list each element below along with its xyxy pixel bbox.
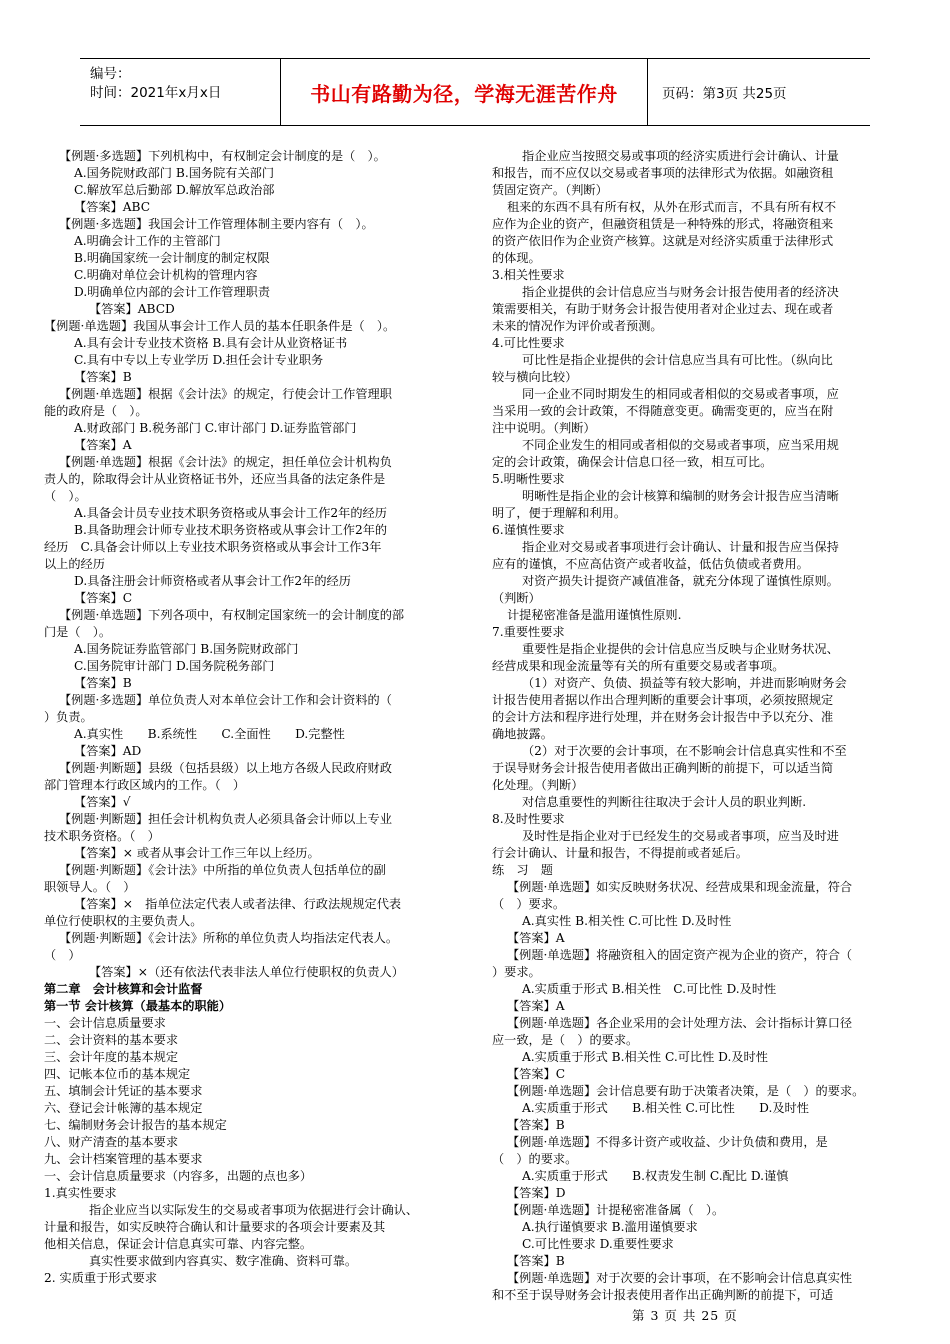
answer-line: 【答案】×（还有依法代表非法人单位行使职权的负责人） <box>89 965 404 979</box>
text-line: A.财政部门 B.税务部门 C.审计部门 D.证券监管部门 <box>74 421 357 435</box>
text-line: 三、会计年度的基本规定 <box>44 1050 179 1064</box>
text-line: 3.相关性要求 <box>492 268 565 282</box>
text-line: C.可比性要求 D.重要性要求 <box>522 1237 674 1251</box>
text-line: 六、登记会计帐簿的基本规定 <box>44 1101 203 1115</box>
question-line: 【例题·多选题】单位负责人对本单位会计工作和会计资料的（ <box>59 693 392 707</box>
text-line: 确地披露。 <box>492 727 553 741</box>
question-line: 【例题·单选题】会计信息要有助于决策者决策，是（ ）的要求。 <box>507 1084 865 1098</box>
question-line: 【例题·单选题】如实反映财务状况、经营成果和现金流量，符合 <box>507 880 853 894</box>
answer-line: 【答案】A <box>507 931 565 945</box>
text-line: 未来的情况作为评价或者预测。 <box>492 319 663 333</box>
text-line: C.具有中专以上专业学历 D.担任会计专业职务 <box>74 353 324 367</box>
text-line: C.明确对单位会计机构的管理内容 <box>74 268 258 282</box>
text-line: B.明确国家统一会计制度的制定权限 <box>74 251 270 265</box>
text-line: A.实质重于形式 B.相关性 C.可比性 D.及时性 <box>522 1050 768 1064</box>
answer-line: 【答案】× 指单位法定代表人或者法律、行政法规规定代表 <box>74 897 402 911</box>
text-line: 真实性要求做到内容真实、数字准确、资料可靠。 <box>89 1254 358 1268</box>
text-line: A.实质重于形式 B.权责发生制 C.配比 D.谨慎 <box>522 1169 789 1183</box>
text-line: 可比性是指企业提供的会计信息应当具有可比性。（纵向比 <box>522 353 833 367</box>
text-line: 4.可比性要求 <box>492 336 565 350</box>
text-line: 注中说明。（判断） <box>492 421 596 435</box>
text-line: 重要性是指企业提供的会计信息应当反映与企业财务状况、 <box>522 642 839 656</box>
text-line: 七、编制财务会计报告的基本规定 <box>44 1118 227 1132</box>
text-line: 的体现。 <box>492 251 541 265</box>
text-line: 指企业应当按照交易或事项的经济实质进行会计确认、计量 <box>522 149 839 163</box>
text-line: 经营成果和现金流量等有关的所有重要交易或者事项。 <box>492 659 785 673</box>
time-label: 时间：2021年x月x日 <box>90 85 222 101</box>
text-line: C.国务院审计部门 D.国务院税务部门 <box>74 659 275 673</box>
text-line: 应有的谨慎，不应高估资产或者收益，低估负债或者费用。 <box>492 557 809 571</box>
text-line: 应一致，是（ ）的要求。 <box>492 1033 639 1047</box>
text-line: 及时性是指企业对于已经发生的交易或者事项，应当及时进 <box>522 829 839 843</box>
text-line: （ ） <box>44 948 81 962</box>
text-line: 八、财产清查的基本要求 <box>44 1135 179 1149</box>
text-line: 7.重要性要求 <box>492 625 565 639</box>
header-meta <box>80 59 280 125</box>
text-line: 于误导财务会计报告使用者做出正确判断的前提下，可以适当简 <box>492 761 834 775</box>
text-line: 的资产依旧作为企业资产核算。这就是对经济实质重于法律形式 <box>492 234 834 248</box>
text-line: ）要求。 <box>492 965 541 979</box>
text-line: 练 习 题 <box>492 863 553 877</box>
answer-line: 【答案】AD <box>74 744 142 758</box>
text-line: A.执行谨慎要求 B.滥用谨慎要求 <box>522 1220 698 1234</box>
text-line: 以上的经历 <box>44 557 105 571</box>
question-line: 【例题·单选题】计提秘密准备属（ ）。 <box>507 1203 725 1217</box>
answer-line: 【答案】C <box>74 591 133 605</box>
text-line: 单位行使职权的主要负责人。 <box>44 914 203 928</box>
question-line: 【例题·判断题】《会计法》中所指的单位负责人包括单位的副 <box>59 863 386 877</box>
header-motto: 书山有路勤为径，学海无涯苦作舟 <box>280 59 648 125</box>
text-line: 计报告使用者据以作出合理判断的重要会计事项，必须按照规定 <box>492 693 834 707</box>
text-line: 能的政府是（ ）。 <box>44 404 148 418</box>
text-line: D.具备注册会计师资格或者从事会计工作2年的经历 <box>74 574 351 588</box>
text-line: 2. 实质重于形式要求 <box>44 1271 158 1285</box>
question-line: 【例题·判断题】担任会计机构负责人必须具备会计师以上专业 <box>59 812 392 826</box>
text-line: 对信息重要性的判断往往取决于会计人员的职业判断. <box>522 795 807 809</box>
text-line: 一、会计信息质量要求 <box>44 1016 166 1030</box>
text-line: C.解放军总后勤部 D.解放军总政治部 <box>74 183 275 197</box>
answer-line: 【答案】ABCD <box>89 302 175 316</box>
text-line: 经历 C.具备会计师以上专业技术职务资格或从事会计工作3年 <box>44 540 382 554</box>
answer-line: 【答案】ABC <box>74 200 151 214</box>
text-line: 他相关信息，保证会计信息真实可靠、内容完整。 <box>44 1237 313 1251</box>
question-line: 【例题·单选题】将融资租入的固定资产视为企业的资产，符合（ <box>507 948 853 962</box>
text-line: （1）对资产、负债、损益等有较大影响，并进而影响财务会 <box>522 676 847 690</box>
answer-line: 【答案】B <box>74 370 132 384</box>
text-line: 定的会计政策，确保会计信息口径一致，相互可比。 <box>492 455 773 469</box>
left-column <box>44 148 456 1287</box>
text-line: （ ）要求。 <box>492 897 566 911</box>
text-line: 8.及时性要求 <box>492 812 565 826</box>
answer-line: 【答案】B <box>507 1118 565 1132</box>
text-line: 6.谨慎性要求 <box>492 523 565 537</box>
question-line: 【例题·单选题】我国从事会计工作人员的基本任职条件是（ ）。 <box>44 319 396 333</box>
text-line: 四、记帐本位币的基本规定 <box>44 1067 191 1081</box>
text-line: 职领导人。（ ） <box>44 880 136 894</box>
text-line: 二、会计资料的基本要求 <box>44 1033 179 1047</box>
text-line: B.具备助理会计师专业技术职务资格或从事会计工作2年的 <box>74 523 388 537</box>
text-line: 九、会计档案管理的基本要求 <box>44 1152 203 1166</box>
text-line: A.真实性 B.相关性 C.可比性 D.及时性 <box>522 914 732 928</box>
text-line: 门是（ ）。 <box>44 625 112 639</box>
text-line: ）负责。 <box>44 710 93 724</box>
text-line: 应作为企业的资产，但融资租赁是一种特殊的形式，将融资租来 <box>492 217 834 231</box>
text-line: 责人的，除取得会计从业资格证书外，还应当具备的法定条件是 <box>44 472 386 486</box>
question-line: 【例题·判断题】县级（包括县级）以上地方各级人民政府财政 <box>59 761 392 775</box>
text-line: （ ）的要求。 <box>492 1152 578 1166</box>
page-footer: 第 3 页 共 25 页 <box>632 1308 738 1323</box>
question-line: 【例题·单选题】根据《会计法》的规定，行使会计工作管理职 <box>59 387 392 401</box>
text-line: 赁固定资产。（判断） <box>492 183 608 197</box>
answer-line: 【答案】√ <box>74 795 131 809</box>
text-line: 化处理。（判断） <box>492 778 584 792</box>
text-line: 第二章 会计核算和会计监督 <box>44 982 203 996</box>
text-line: （2）对于次要的会计事项，在不影响会计信息真实性和不至 <box>522 744 847 758</box>
text-line: 明了，便于理解和利用。 <box>492 506 627 520</box>
text-line: 1.真实性要求 <box>44 1186 117 1200</box>
text-line: 指企业提供的会计信息应当与财务会计报告使用者的经济决 <box>522 285 839 299</box>
text-line: A.具有会计专业技术资格 B.具有会计从业资格证书 <box>74 336 348 350</box>
text-line: 当采用一致的会计政策，不得随意变更。确需变更的，应当在附 <box>492 404 834 418</box>
question-line: 【例题·判断题】《会计法》所称的单位负责人均指法定代表人。 <box>59 931 399 945</box>
text-line: 指企业对交易或者事项进行会计确认、计量和报告应当保持 <box>522 540 839 554</box>
text-line: A.实质重于形式 B.相关性 C.可比性 D.及时性 <box>522 982 777 996</box>
question-line: 【例题·多选题】下列机构中，有权制定会计制度的是（ ）。 <box>59 149 386 163</box>
text-line: 策需要相关，有助于财务会计报告使用者对企业过去、现在或者 <box>492 302 834 316</box>
header-page-info: 页码：第3页 共25页 <box>662 86 787 102</box>
text-line: 租来的东西不具有所有权，从外在形式而言，不具有所有权不 <box>507 200 837 214</box>
text-line: A.国务院财政部门 B.国务院有关部门 <box>74 166 275 180</box>
question-line: 【例题·单选题】不得多计资产或收益、少计负债和费用，是 <box>507 1135 828 1149</box>
text-line: 对资产损失计提资产减值准备，就充分体现了谨慎性原则。 <box>522 574 839 588</box>
text-line: 计提秘密准备是滥用谨慎性原则. <box>507 608 682 622</box>
question-line: 【例题·单选题】各企业采用的会计处理方法、会计指标计算口径 <box>507 1016 853 1030</box>
text-line: A.真实性 B.系统性 C.全面性 D.完整性 <box>74 727 345 741</box>
text-line: 较与横向比较） <box>492 370 578 384</box>
text-line: A.实质重于形式 B.相关性 C.可比性 D.及时性 <box>522 1101 809 1115</box>
text-line: 和不至于误导财务会计报表使用者作出正确判断的前提下，可适 <box>492 1288 834 1302</box>
text-line: 技术职务资格。（ ） <box>44 829 160 843</box>
text-line: 五、填制会计凭证的基本要求 <box>44 1084 203 1098</box>
text-line: A.明确会计工作的主管部门 <box>74 234 221 248</box>
text-line: 明晰性是指企业的会计核算和编制的财务会计报告应当清晰 <box>522 489 839 503</box>
page-header <box>80 58 870 126</box>
answer-line: 【答案】A <box>74 438 132 452</box>
question-line: 【例题·单选题】对于次要的会计事项，在不影响会计信息真实性 <box>507 1271 853 1285</box>
text-line: 不同企业发生的相同或者相似的交易或者事项，应当采用规 <box>522 438 839 452</box>
text-line: 和报告，而不应仅以交易或者事项的法律形式为依据。如融资租 <box>492 166 834 180</box>
number-label: 编号： <box>90 66 131 82</box>
text-line: 5.明晰性要求 <box>492 472 565 486</box>
answer-line: 【答案】D <box>507 1186 566 1200</box>
text-line: 部门管理本行政区域内的工作。（ ） <box>44 778 246 792</box>
question-line: 【例题·多选题】我国会计工作管理体制主要内容有（ ）。 <box>59 217 374 231</box>
text-line: 指企业应当以实际发生的交易或者事项为依据进行会计确认、 <box>89 1203 419 1217</box>
answer-line: 【答案】B <box>507 1254 565 1268</box>
question-line: 【例题·单选题】下列各项中，有权制定国家统一的会计制度的部 <box>59 608 405 622</box>
text-line: A.国务院证券监管部门 B.国务院财政部门 <box>74 642 299 656</box>
answer-line: 【答案】A <box>507 999 565 1013</box>
question-line: 【例题·单选题】根据《会计法》的规定，担任单位会计机构负 <box>59 455 392 469</box>
text-line: 同一企业不同时期发生的相同或者相似的交易或者事项，应 <box>522 387 839 401</box>
answer-line: 【答案】B <box>74 676 132 690</box>
text-line: D.明确单位内部的会计工作管理职责 <box>74 285 271 299</box>
text-line: （判断） <box>492 591 541 605</box>
text-line: 一、会计信息质量要求（内容多，出题的点也多） <box>44 1169 313 1183</box>
text-line: 的会计方法和程序进行处理，并在财务会计报告中予以充分、准 <box>492 710 834 724</box>
text-line: A.具备会计员专业技术职务资格或从事会计工作2年的经历 <box>74 506 387 520</box>
right-column <box>492 148 912 1304</box>
answer-line: 【答案】× 或者从事会计工作三年以上经历。 <box>74 846 320 860</box>
answer-line: 【答案】C <box>507 1067 566 1081</box>
text-line: 第一节 会计核算（最基本的职能） <box>44 999 232 1013</box>
text-line: 行会计确认、计量和报告，不得提前或者延后。 <box>492 846 748 860</box>
text-line: （ ）。 <box>44 489 87 503</box>
text-line: 计量和报告，如实反映符合确认和计量要求的各项会计要素及其 <box>44 1220 386 1234</box>
